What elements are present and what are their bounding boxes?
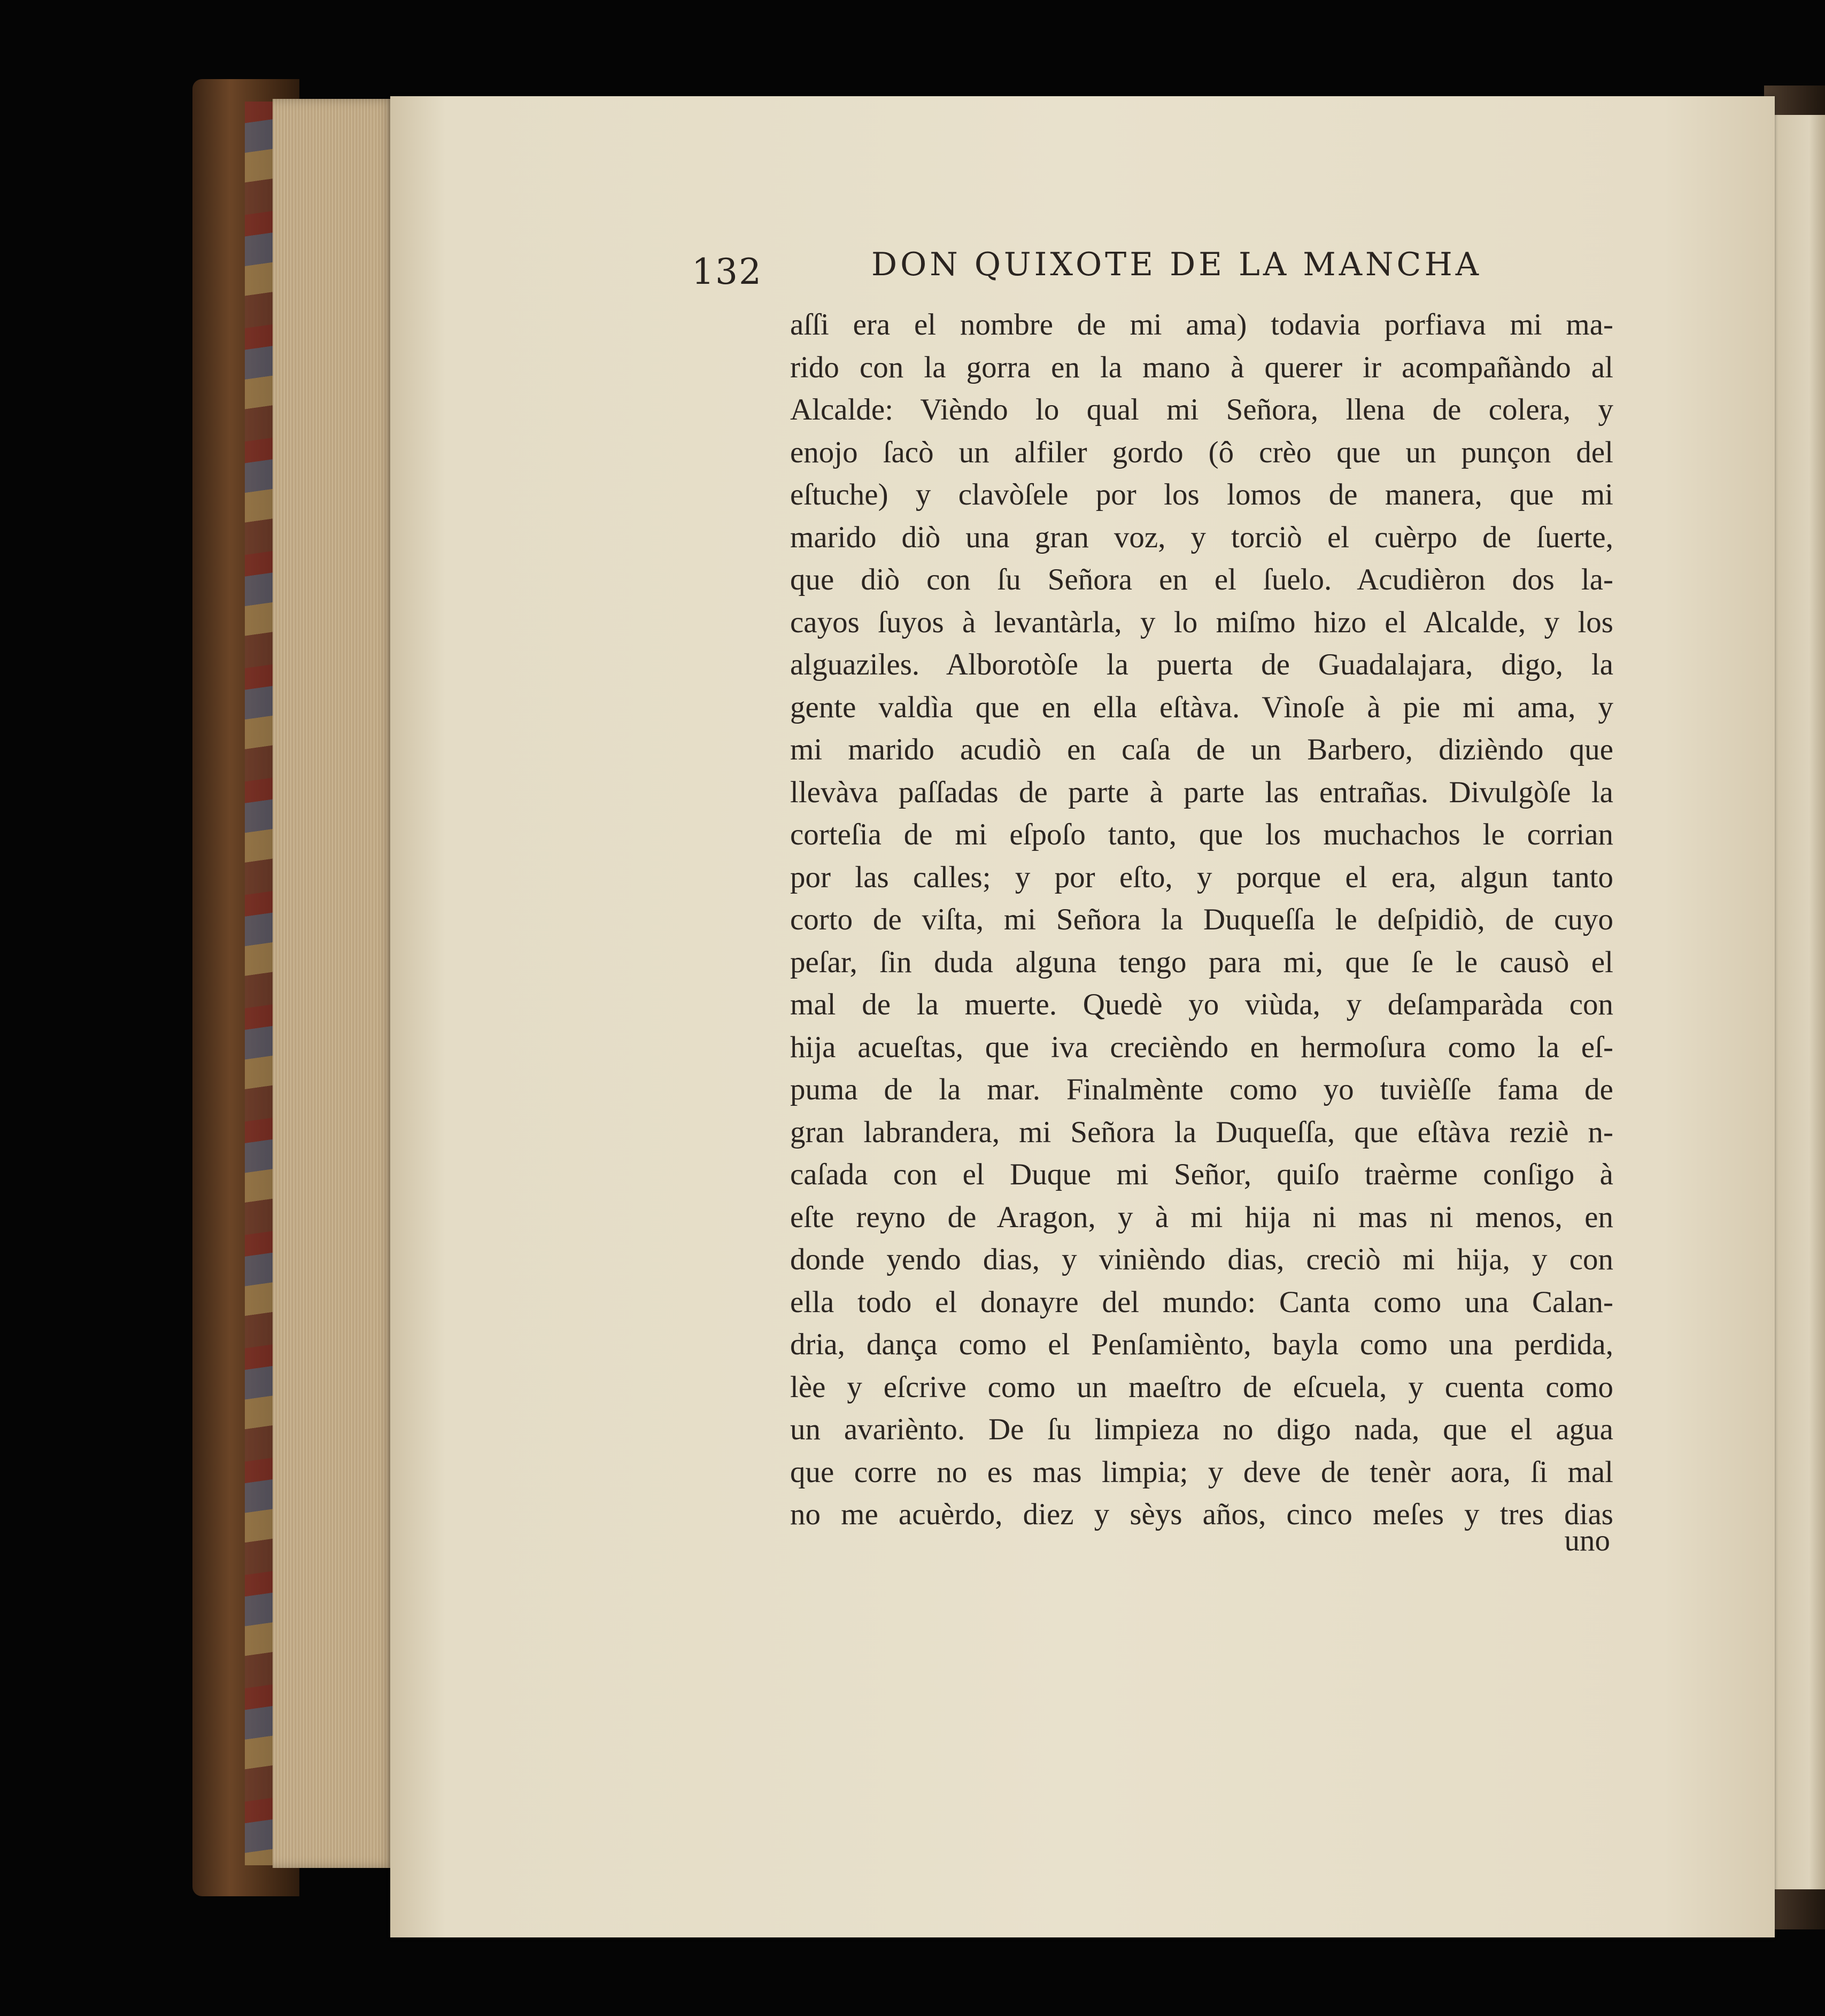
text-line: gran labrandera, mi Señora la Duqueſſa, que eſtàva reziè n- [790,1115,1613,1149]
text-line: cayos ſuyos à levantàrla, y lo miſmo hizo el Alcalde, y los [790,605,1613,639]
text-line: puma de la mar. Finalmènte como yo tuvièſſe fama de [790,1073,1613,1106]
text-line: rido con la gorra en la mano à querer ir acompañàndo al [790,350,1613,384]
text-line: mal de la muerte. Quedè yo viùda, y deſamparàda con [790,988,1613,1021]
text-line: que diò con ſu Señora en el ſuelo. Acudièron dos la- [790,563,1613,596]
running-head: DON QUIXOTE DE LA MANCHA [871,246,1482,283]
facing-page-edge [1772,115,1825,1889]
marbled-endpaper [245,102,275,1865]
text-line: dria, dança como el Penſamiènto, bayla como una perdida, [790,1328,1613,1361]
text-line: peſar, ſin duda alguna tengo para mi, que ſe le causò el [790,945,1613,979]
page-body-text [790,304,1613,1536]
text-line: corto de viſta, mi Señora la Duqueſſa le deſpidiò, de cuyo [790,903,1613,936]
text-line: enojo ſacò un alfiler gordo (ô crèo que un punçon del [790,435,1613,469]
text-line: no me acuèrdo, diez y sèys años, cinco meſes y tres dias [790,1498,1613,1531]
text-line: aſſi era el nombre de mi ama) todavia porfiava mi ma- [790,308,1613,342]
text-line: donde yendo dias, y vinièndo dias, creciò mi hija, y con [790,1243,1613,1276]
text-line: ella todo el donayre del mundo: Canta como una Calan- [790,1285,1613,1319]
text-line: alguaziles. Alborotòſe la puerta de Guadalajara, digo, la [790,648,1613,681]
text-line: lèe y eſcrive como un maeſtro de eſcuela, y cuenta como [790,1370,1613,1404]
text-line: mi marido acudiò en caſa de un Barbero, dizièndo que [790,733,1613,766]
text-line: por las calles; y por eſto, y porque el era, algun tanto [790,860,1613,894]
text-line: llevàva paſſadas de parte à parte las entrañas. Divulgòſe la [790,775,1613,809]
page-number: 132 [692,251,762,292]
text-line: caſada con el Duque mi Señor, quiſo traèrme conſigo à [790,1158,1613,1191]
text-line: hija acueſtas, que iva crecièndo en hermoſura como la eſ- [790,1030,1613,1064]
catchword: uno [1564,1524,1610,1557]
text-line: marido diò una gran voz, y torciò el cuèrpo de ſuerte, [790,520,1613,554]
text-line: corteſia de mi eſpoſo tanto, que los muchachos le corrian [790,818,1613,851]
text-line: eſtuche) y clavòſele por los lomos de manera, que mi [790,478,1613,511]
text-line: eſte reyno de Aragon, y à mi hija ni mas ni menos, en [790,1200,1613,1234]
text-line: Alcalde: Vièndo lo qual mi Señora, llena de colera, y [790,393,1613,427]
page-edges [273,99,395,1868]
text-line: que corre no es mas limpia; y deve de tenèr aora, ſi mal [790,1455,1613,1489]
text-line: gente valdìa que en ella eſtàva. Vìnoſe à pie mi ama, y [790,690,1613,724]
text-line: un avariènto. De ſu limpieza no digo nada, que el agua [790,1413,1613,1446]
